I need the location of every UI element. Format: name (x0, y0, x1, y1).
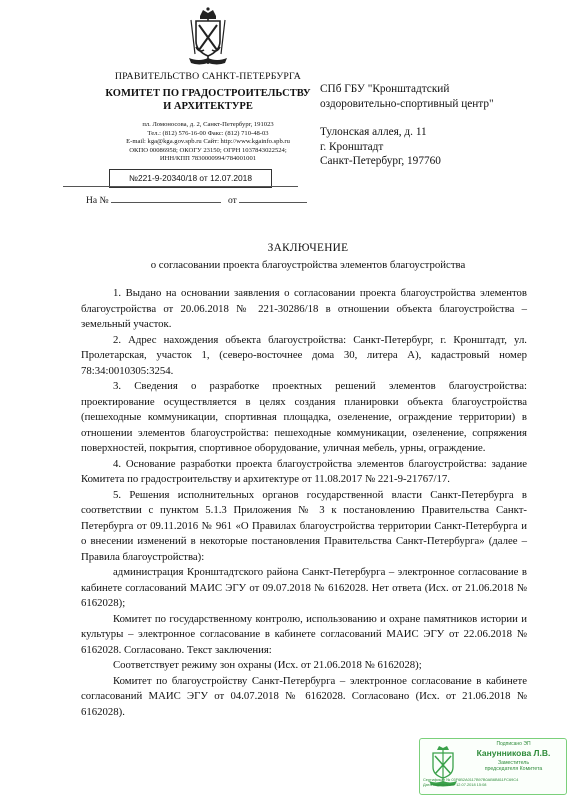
ot-date-line (239, 195, 307, 203)
committee-name (60, 87, 356, 113)
stamp-certificate: Сертификат № 03F6B2A0117B97B0AB6B811FC69C4 (423, 778, 519, 782)
addressee-org-line1: СПб ГБУ "Кронштадтский (320, 83, 450, 95)
addressee-org-line2: оздоровительно-спортивный центр" (320, 97, 494, 110)
stamp-signer-name: Канунникова Л.В. (476, 748, 551, 758)
stamp-position (462, 760, 565, 772)
addressee-addr-line3: Санкт-Петербург, 197760 (320, 155, 441, 167)
contact-line: ОКПО 00086958; ОКОГУ 23150; ОГРН 1037843022524; (129, 146, 287, 154)
ot-label: от (228, 196, 237, 206)
paragraph: Комитет по государственному контролю, использованию и охране памятников истории и культуры – электронное согласование в кабинете согласований МАИС ЭГУ от 22.06.2018 № 6162028. Согласовано. Текст заключения: (81, 612, 527, 656)
paragraph: Соответствует режиму зон охраны (Исх. от 21.06.2018 № 6162028); (113, 659, 422, 671)
paragraph: 5. Решения исполнительных органов государственной власти Санкт-Петербурга в соответствии с пунктом 5.1.3 Приложения № 3 к постановлению Правительства Санкт-Петербурга от 09.11.2016 № 961 «О Правилах благоустройства территории Санкт-Петербурга и о внесении изменений в некоторые постановления Правительства Санкт-Петербурга» (далее – Правила благоустройства): (81, 488, 527, 563)
government-title: ПРАВИТЕЛЬСТВО САНКТ-ПЕТЕРБУРГА (114, 71, 302, 82)
addressee-addr-line2: г. Кронштадт (320, 140, 384, 153)
document-title: ЗАКЛЮЧЕНИЕ (267, 242, 349, 254)
stamp-signed-label: Подписано ЭП (496, 741, 531, 747)
registration-underline (63, 186, 298, 187)
electronic-signature-stamp (419, 738, 567, 795)
na-label: На № (86, 196, 109, 206)
paragraph: администрация Кронштадтского района Санкт-Петербурга – электронное согласование в кабинете согласований МАИС ЭГУ от 09.07.2018 № 6162028. Нет ответа (Исх. от 21.06.2018 № 6162028); (81, 566, 527, 609)
paragraph: 1. Выдано на основании заявления о согласовании проекта благоустройства элементов благоустройства от 20.06.2018 № 221-30286/18 в отношении объекта благоустройства – земельный участок. (81, 287, 527, 330)
stamp-position-line1: Заместитель (497, 760, 530, 766)
paragraph: Комитет по благоустройству Санкт-Петербурга – электронное согласование в кабинете согласований МАИС ЭГУ от 04.07.2018 № 6162028. Согласовано (Исх. от 21.06.2018 № 6162028). (81, 674, 527, 718)
stamp-position-line2: председателя Комитета (484, 766, 543, 772)
contact-line: E-mail: kga@kga.gov.spb.ru Сайт: http://www.kgainfo.spb.ru (126, 138, 290, 146)
stamp-date: Дата подписания: 12.07.2018 15:08 (423, 781, 487, 787)
committee-name-line2: И АРХИТЕКТУРЕ (163, 101, 253, 112)
paragraph: 2. Адрес нахождения объекта благоустройства: Санкт-Петербург, г. Кронштадт, ул. Пролетарская, участок 1, (северо-восточнее дома 30, литера А), кадастровый номер 78:34:0010305:3254. (81, 333, 527, 377)
stamp-certificate-info (423, 778, 563, 788)
addressee-block (320, 82, 560, 169)
paragraph: 4. Основание разработки проекта благоустройства элементов благоустройства: задание Комитета по градостроительству и архитектуре от 11.08.2017 № 221-9-21767/17. (81, 457, 527, 485)
coat-of-arms-icon (181, 6, 235, 66)
contact-line: Тел.: (812) 576-16-00 Факс: (812) 710-48-03 (147, 129, 269, 137)
contact-line: пл. Ломоносова, д. 2, Санкт-Петербург, 191023 (142, 121, 274, 128)
paragraph: 3. Сведения о разработке проектных решений элементов благоустройства: проектирование осуществляется в целях создания планировки объекта благоустройства (пешеходные коммуникации, спортивная площадка, озеленение, ограждение территории) в отношении элементов благоустройства: пешеходные коммуникации, озеленение, сопряжения поверхностей, покрытия, спортивное оборудование, уличная мебель, урны, ограждение. (81, 380, 527, 454)
document-subtitle: о согласовании проекта благоустройства элементов благоустройства (150, 259, 466, 271)
committee-contacts (60, 121, 356, 164)
document-body (81, 286, 527, 720)
addressee-addr-line1: Тулонская аллея, д. 11 (320, 126, 427, 138)
committee-name-line1: КОМИТЕТ ПО ГРАДОСТРОИТЕЛЬСТВУ (105, 88, 311, 99)
registration-number: №221-9-20340/18 от 12.07.2018 (109, 169, 272, 188)
reply-reference-field (86, 195, 307, 206)
contact-line: ИНН/КПП 7830000994/784001001 (159, 155, 257, 163)
na-number-line (111, 195, 221, 203)
